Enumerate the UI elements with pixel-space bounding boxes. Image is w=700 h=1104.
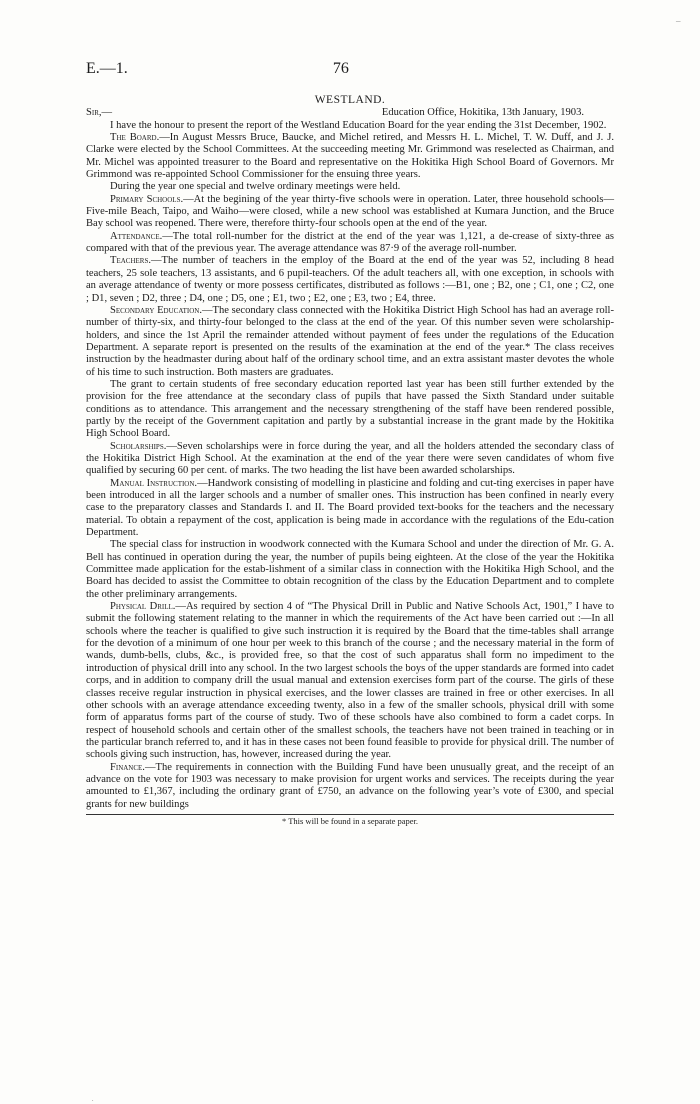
paragraph-free-education: The grant to certain students of free secondary education reported last year has been still further extended by the provision for the free attendance at the secondary class of pupils that have passed the Sixth Standard under suitable conditions as to attendance. This arrangement and the necessary strengthening of the staff have been rendered possible, partly by the receipt of the Government capitation and partly by a substantial increase in the grant made by the Hokitika High School Board. <box>86 378 614 440</box>
footnote: * This will be found in a separate paper. <box>281 815 419 826</box>
paragraph-heading: Manual Instruction. <box>110 477 198 489</box>
paragraph-finance: Finance.—The requirements in connection with the Building Fund have been unusually great, and the receipt of an advance on the vote for 1903 was necessary to make provision for urgent works and services. The receipts during the year amounted to £1,367, including the ordinary grant of £750, an advance on the following year’s vote of £300, and special grants for new buildings <box>86 761 614 810</box>
paragraph-heading: The Board. <box>110 132 160 144</box>
paragraph-meetings: During the year one special and twelve ordinary meetings were held. <box>110 181 401 193</box>
paragraph-manual-instruction: Manual Instruction.—Handwork consisting of modelling in plasticine and folding and cut-ting exercises in paper have been introduced in all the larger schools and a number of smaller ones. This instruction has been confined in nearly every case to the preparatory classes and Standards I. and II. The Board provided text-books for the teachers and the necessary material. To obtain a repayment of the cost, application is being made in accordance with the regulations of the Edu-cation Department. <box>86 477 614 539</box>
paragraph-scholarships: Scholarships.—Seven scholarships were in force during the year, and all the holders attended the secondary class of the Hokitika District High School. At the examination at the end of the year there were seven candidates of whom five qualified by securing 60 per cent. of marks. The two heading the list have been awarded scholarships. <box>86 440 614 477</box>
salutation-line <box>86 107 614 119</box>
page-header <box>86 60 614 78</box>
paragraph-heading: Secondary Education. <box>110 304 202 316</box>
paragraph-heading: Teachers. <box>110 255 151 267</box>
page-number: 76 <box>332 60 349 77</box>
paragraph-intro: I have the honour to present the report of the Westland Education Board for the year ending the 31st December, 1902. <box>110 119 607 131</box>
paragraph-heading: Finance. <box>110 761 145 773</box>
paragraph-heading: Attendance. <box>110 230 163 242</box>
paragraph-board: The Board.—In August Messrs Bruce, Baucke, and Michel retired, and Messrs H. L. Michel, T. W. Duff, and J. J. Clarke were elected by the School Committees. At the succeeding meeting Mr. Grimmond was reselected as Chairman, and Mr. Michel was appointed treasurer to the Board and representative on the Hokitika High School Board of Governors. Mr Grimmond was re-appointed School Commissioner for the ensuing three years. <box>86 132 614 181</box>
paragraph-attendance: Attendance.—The total roll-number for the district at the end of the year was 1,121, a de-crease of sixty-three as compared with that of the previous year. The average attendance was 87·9 of the average roll-number. <box>86 230 614 255</box>
paragraph-secondary-education: Secondary Education.—The secondary class connected with the Hokitika District High School has had an average roll-number of thirty-six, and thirty-four belonged to the class at the end of the year. Of this number seven were scholarship-holders, and since the 1st April the remainder attended without payment of fees under the regulations of the Education Department. A separate report is presented on the results of the examination at the end of the year.* The class receives instruction by the headmaster during about half of the ordinary school time, and an extra assistant master devotes the whole of his time to such instruction. Both masters are graduates. <box>86 304 614 378</box>
margin-mark: – <box>676 16 681 26</box>
paragraph-primary-schools: Primary Schools.—At the begining of the year thirty-five schools were in operation. Later, three household schools—Five-mile Beach, Taipo, and Waiho—were closed, while a new school was established at Kumara Junction, and the Bruce Bay school was reopened. There were, therefore thirty-four schools open at the end of the year. <box>86 193 614 230</box>
paragraph-heading: Scholarships. <box>110 440 167 452</box>
paragraph-heading: Physical Drill. <box>110 601 176 613</box>
address-date: Education Office, Hokitika, 13th January, 1903. <box>381 107 584 119</box>
report-body <box>86 90 614 827</box>
paragraph-physical-drill: Physical Drill.—As required by section 4 of “The Physical Drill in Public and Native Schools Act, 1901,” I have to submit the following statement relating to the manner in which the requirements of the Act have been carried out :—In all schools where the teacher is qualified to give such instruction it is required by the Board that the time-tables shall arrange for the devotion of a minimum of one hour per week to this branch of the course ; and the necessary material in the form of wands, dumb-bells, clubs, &c., is provided free, so that the cost of such apparatus shall form no impediment to the introduction of physical drill into any school. In the two largest schools the boys of the upper standards are formed into cadet corps, and in addition to company drill the usual manual and extension exercises form part of the course. The girls of these classes receive regular instruction in physical exercises, and the lower classes are trained in free or other exercises. In all other schools with an average attendance exceeding twenty, also in a few of the smaller schools, physical drill with some form of apparatus forms part of the course of study. Two of these schools have also combined to form a cadet corps. In respect of household schools and certain other of the smallest schools, the teachers have not been trained in teaching or in the particular branch referred to, and it has in these cases not been found feasible to provide for physical drill. The number of schools giving such instruction, has, however, increased during the year. <box>86 601 614 761</box>
scan-speck: . <box>92 1097 94 1103</box>
paragraph-woodwork: The special class for instruction in woodwork connected with the Kumara School and under the direction of Mr. G. A. Bell has continued in operation during the year, the number of pupils being eighteen. At the close of the year the Hokitika Committee made application for the estab-lishment of a similar class in connection with the Hokitika High School, and the Board has decided to assist the Committee to obtain recognition of the class by the Education Department and to complete the other preliminary arrangements. <box>86 539 614 600</box>
section-title: WESTLAND. <box>314 94 386 106</box>
paragraph-heading: Primary Schools. <box>110 193 184 205</box>
paragraph-teachers: Teachers.—The number of teachers in the employ of the Board at the end of the year was 52, including 8 head teachers, 25 sole teachers, 13 assistants, and 6 pupil-teachers. Of the adult teachers all, with one exception, in schools with an average attendance of twenty or more possess certificates, distributed as follows :—B1, one ; B2, one ; C1, one ; C2, one ; D1, seven ; D2, three ; D4, one ; D5, one ; E1, two ; E2, one ; E3, two ; E4, three. <box>86 255 614 304</box>
salutation: Sir,— <box>86 107 113 119</box>
document-reference: E.—1. <box>86 60 128 77</box>
